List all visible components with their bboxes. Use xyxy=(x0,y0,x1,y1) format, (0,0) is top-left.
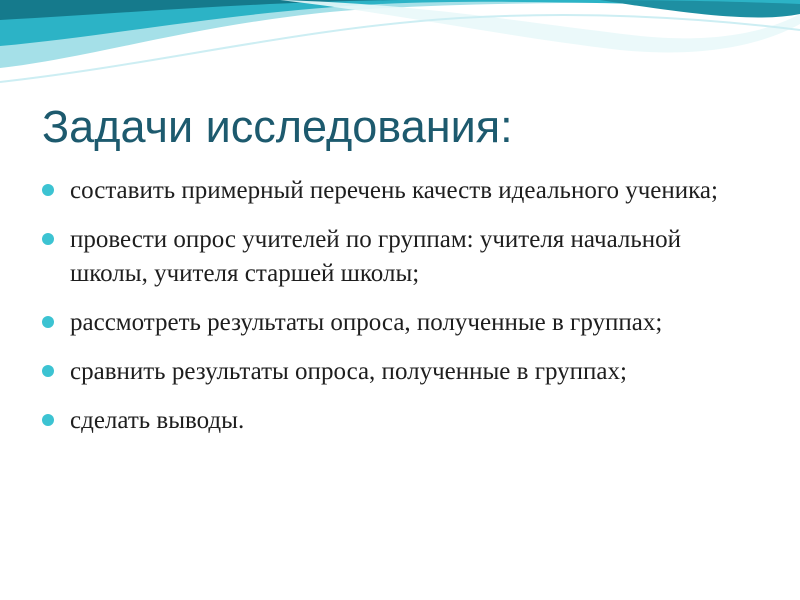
header-wave-decoration xyxy=(0,0,800,110)
bullet-icon xyxy=(42,316,54,328)
list-item-text: сравнить результаты опроса, полученные в группах; xyxy=(70,358,627,385)
bullet-icon xyxy=(42,365,54,377)
list-item xyxy=(40,355,740,389)
list-item xyxy=(40,404,740,438)
list-item-text: провести опрос учителей по группам: учителя начальной школы, учителя старшей школы; xyxy=(70,226,682,287)
list-item xyxy=(40,306,740,340)
list-item xyxy=(40,174,740,208)
bullet-icon xyxy=(42,233,54,245)
bullet-icon xyxy=(42,184,54,196)
slide-title: Задачи исследования: xyxy=(42,101,513,152)
task-list xyxy=(40,174,740,453)
list-item xyxy=(40,223,740,291)
list-item-text: сделать выводы. xyxy=(70,407,245,434)
list-item-text: рассмотреть результаты опроса, полученные в группах; xyxy=(70,309,663,336)
list-item-text: составить примерный перечень качеств идеального ученика; xyxy=(70,177,718,204)
bullet-icon xyxy=(42,414,54,426)
